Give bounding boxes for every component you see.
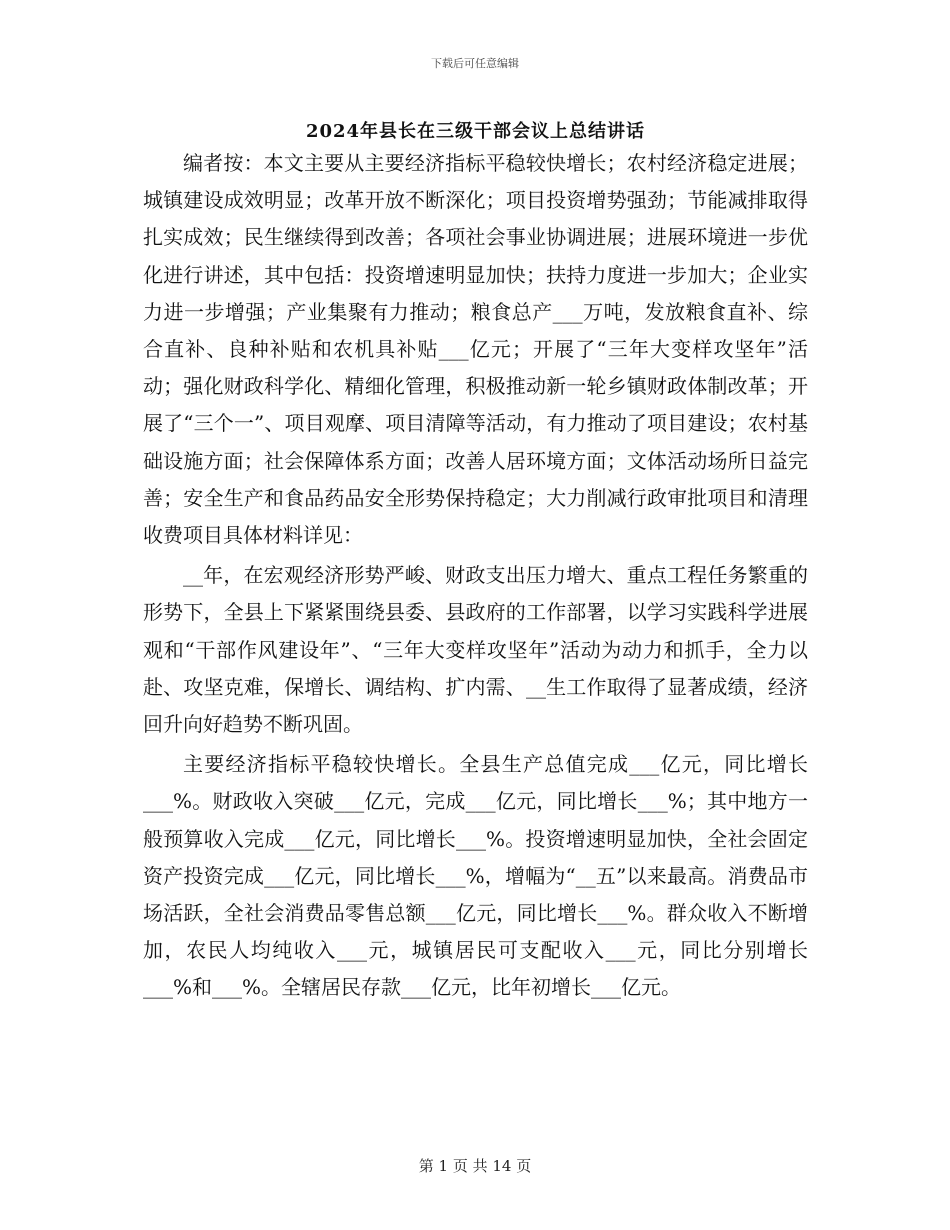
- page-number: 第 1 页 共 14 页: [418, 1157, 532, 1175]
- document-title: 2024年县长在三级干部会议上总结讲话: [305, 121, 646, 142]
- header-note: 下载后可任意编辑: [431, 57, 519, 70]
- editor-note-paragraph: 编者按：本文主要从主要经济指标平稳较快增长；农村经济稳定进展；城镇建设成效明显；改革开放不断深化；项目投资增势强劲；节能减排取得扎实成效；民生继续得到改善；各项社会事业协调进展；进展环境进一步优化进行讲述，其中包括：投资增速明显加快；扶持力度进一步加大；企业实力进一步增强；产业集聚有力推动；粮食总产___万吨，发放粮食直补、综合直补、良种补贴和农机具补贴___亿元；开展了“三年大变样攻坚年”活动；强化财政科学化、精细化管理，积极推动新一轮乡镇财政体制改革；开展了“三个一”、项目观摩、项目清障等活动，有力推动了项目建设；农村基础设施方面；社会保障体系方面；改善人居环境方面；文体活动场所日益完善；安全生产和食品药品安全形势保持稳定；大力削减行政审批项目和清理收费项目具体材料详见：: [143, 151, 808, 548]
- overview-paragraph: __年，在宏观经济形势严峻、财政支出压力增大、重点工程任务繁重的形势下，全县上下紧紧围绕县委、县政府的工作部署，以学习实践科学进展观和“干部作风建设年”、“三年大变样攻坚年”活动为动力和抓手，全力以赴、攻坚克难，保增长、调结构、扩内需、__生工作取得了显著成绩，经济回升向好趋势不断巩固。: [143, 563, 808, 737]
- economic-indicators-paragraph: 主要经济指标平稳较快增长。全县生产总值完成___亿元，同比增长___%。财政收入突破___亿元，完成___亿元，同比增长___%；其中地方一般预算收入完成___亿元，同比增长___%。投资增速明显加快，全社会固定资产投资完成___亿元，同比增长___%，增幅为“__五”以来最高。消费品市场活跃，全社会消费品零售总额___亿元，同比增长___%。群众收入不断增加，农民人均纯收入___元，城镇居民可支配收入___元，同比分别增长___%和___%。全辖居民存款___亿元，比年初增长___亿元。: [143, 752, 808, 1000]
- document-body: [143, 145, 808, 1010]
